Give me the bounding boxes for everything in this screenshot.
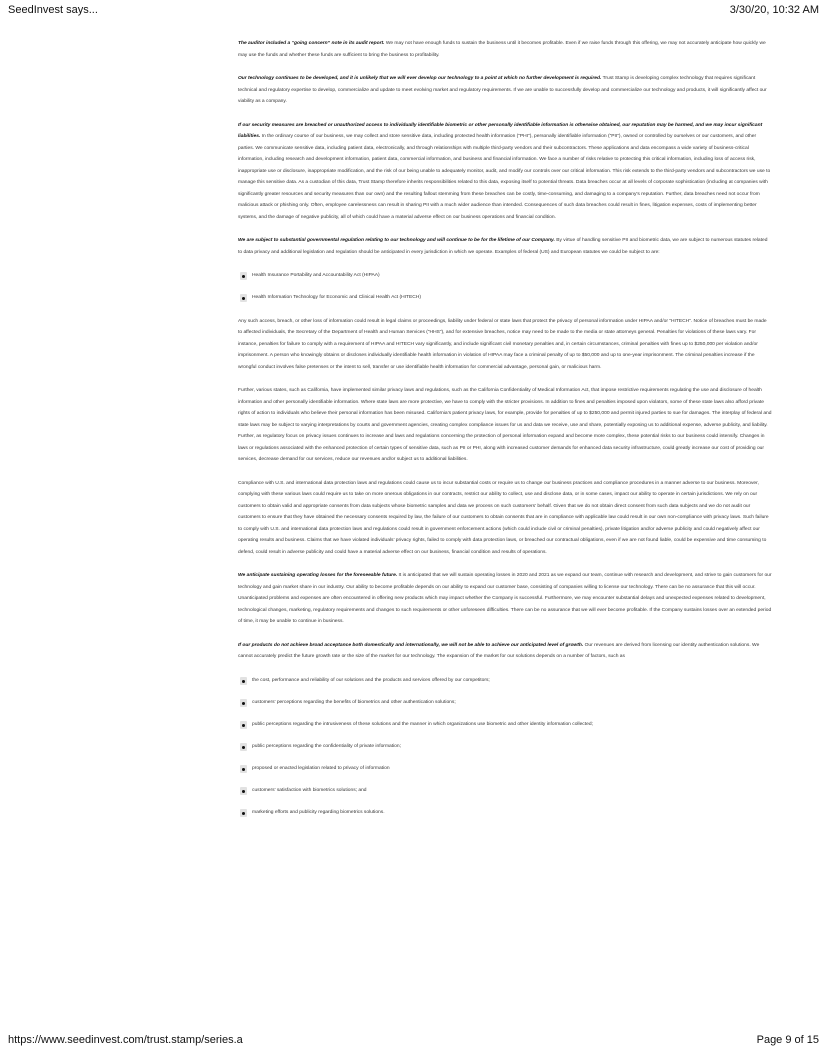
list-item [238, 697, 772, 709]
risk-text: In the ordinary course of our business, we may collect and store sensitive data, including protected health information (“PHI”), personally identifiable information (“PII”), owned or controlled by ourselves or our customers, and other parties. We communicate sensitive data, including patient data, electronically, and through relationships with multiple third-party vendors and their subcontractors. These applications and data encompass a wide variety of business-critical information, including research and development information, patient data, commercial information, and business and financial information. We face a number of risks relative to protecting this critical information, including loss of access risk, inappropriate use or disclosure, inappropriate modification, and the risk of our being unable to adequately monitor, audit, and modify our controls over our critical information. This risk extends to the third-party vendors and subcontractors we use to manage this sensitive data. As a custodian of this data, Trust Stamp therefore inherits responsibilities related to this data, exposing itself to potential threats. Data breaches occur at all levels of corporate sophistication (including at companies with significantly greater resources and security measures than our own) and the resulting fallout stemming from these breaches can be costly, time-consuming, and damaging to a company’s reputation. Further, data breaches need not occur from malicious attack or phishing only. Often, employee carelessness can result in sharing PII with a much wider audience than intended. Consequences of such data breaches could result in fines, litigation expenses, costs of implementing better systems, and the damage of negative publicity, all of which could have a material adverse effect on our business operations and financial condition. [238, 134, 771, 220]
list-item-text: Health Insurance Portability and Accountability Act (HIPAA) [252, 273, 380, 278]
risk-heading: We are subject to substantial governmental regulation relating to our technology and will continue to be for the lifetime of our Company. [238, 238, 555, 243]
list-item-text: public perceptions regarding the intrusiveness of these solutions and the manner in which organizations use biometric and other identity information collected; [252, 721, 593, 727]
risk-heading: If our products do not achieve broad acceptance both domestically and internationally, we will not be able to achieve our anticipated level of growth. [238, 642, 584, 648]
print-header [8, 4, 819, 20]
risk-heading: We anticipate sustaining operating losses for the foreseeable future. [238, 573, 398, 578]
body-paragraph: Compliance with U.S. and international data protection laws and regulations could cause us to incur substantial costs or require us to change our business practices and compliance procedures in a manner adverse to our business. Moreover, complying with these various laws could require us to take on more onerous obligations in our contracts, restrict our ability to collect, use and disclose data, or in some cases, impact our ability to operate in certain jurisdictions. We rely on our customers to obtain valid and appropriate consents from data subjects whose biometric samples and data we process on such customers’ behalf. Given that we do not obtain direct consent from such data subjects and we do not audit our customers to ensure that they have obtained the necessary consents required by law, the failure of our customers to obtain consents that are in compliance with applicable law could result in our own non-compliance with privacy laws. Such failure to comply with U.S. and international data protection laws and regulations could result in government enforcement actions (which could include civil or criminal penalties), private litigation and/or adverse publicity and could negatively affect our operating results and business. Claims that we have violated individuals’ privacy rights, failed to comply with data protection laws, or breached our contractual obligations, even if we are not found liable, could be expensive and time consuming to defend, could result in adverse publicity and could have a material adverse effect on our business, financial condition and results of operations. [238, 480, 769, 555]
risk-heading: Our technology continues to be developed, and it is unlikely that we will ever develop our technology to a point at which no further development is required. [238, 76, 602, 81]
bullet-icon [240, 699, 247, 707]
body-paragraph: Any such access, breach, or other loss of information could result in legal claims or proceedings, liability under federal or state laws that protect the privacy of personal information under HIPAA and/or “HITECH”. Notice of breaches must be made to affected individuals, the Secretary of the Department of Health and Human Services (“HHS”), and for extensive breaches, notice may need to be made to the media or state attorneys general. Penalties for violations of these laws vary. For instance, penalties for failure to comply with a requirement of HIPAA and HITECH vary significantly, and include significant civil monetary penalties and, in certain circumstances, criminal penalties with fines up to $250,000 per violation and/or imprisonment. A person who knowingly obtains or discloses individually identifiable health information in violation of HIPAA may face a criminal penalty of up to $50,000 and up to one-year imprisonment. The criminal penalties increase if the wrongful conduct involves false pretenses or the intent to sell, transfer or use identifiable health information for commercial advantage, personal gain, or malicious harm. [238, 318, 767, 370]
factor-list [238, 675, 772, 819]
header-datetime: 3/30/20, 10:32 AM [729, 4, 819, 16]
risk-text: Our revenues are derived from licensing our identity authentication solutions. We cannot accurately predict the future growth rate or the size of the market for our technology. The expansion of the market for our solutions depends on a number of factors, such as [238, 642, 760, 659]
footer-url: https://www.seedinvest.com/trust.stamp/series.a [8, 1034, 243, 1046]
list-item [238, 675, 772, 687]
document-body [238, 38, 772, 830]
print-footer [8, 1034, 819, 1048]
list-item-text: Health Information Technology for Economic and Clinical Health Act (HITECH) [252, 295, 421, 300]
risk-heading: If our security measures are breached or unauthorized access to individually identifiable biometric or other personally identifiable information is otherwise obtained, our reputation may be harmed, and we may incur significant liabilities. [238, 122, 763, 139]
risk-text: By virtue of handling sensitive PII and biometric data, we are subject to numerous statutes related to data privacy and additional legislation and regulation should be anticipated in every jurisdiction in which we operate. Examples of federal (US) and European statutes we could be subject to are: [238, 238, 768, 255]
list-item [238, 719, 772, 731]
risk-paragraph [238, 640, 772, 663]
list-item [238, 270, 772, 282]
risk-paragraph [238, 570, 772, 628]
risk-text: We may not have enough funds to sustain the business until it becomes profitable. Even if we raise funds through this offering, we may not accurately anticipate how quickly we may use the funds and whether these funds are sufficient to bring the business to profitability. [238, 41, 766, 58]
risk-heading: The auditor included a “going concern” note in its audit report. [238, 41, 385, 46]
risk-paragraph [238, 120, 772, 224]
bullet-icon [240, 809, 247, 817]
bullet-icon [240, 677, 247, 685]
list-item [238, 292, 772, 304]
list-item [238, 741, 772, 753]
risk-paragraph [238, 38, 772, 61]
bullet-icon [240, 294, 247, 302]
statute-list [238, 270, 772, 304]
list-item [238, 763, 772, 775]
page-number: Page 9 of 15 [756, 1034, 819, 1046]
body-paragraph: Further, various states, such as California, have implemented similar privacy laws and regulations, such as the California Confidentiality of Medical Information Act, that impose restrictive requirements regulating the use and disclosure of health information and other personally identifiable information. Where state laws are more protective, we have to comply with the stricter provisions. In addition to fines and penalties imposed upon violators, some of these state laws also afford private rights of action to individuals who believe their personal information has been misused. California’s patient privacy laws, for example, provide for penalties of up to $250,000 and permit injured parties to sue for damages. The interplay of federal and state laws may be subject to varying interpretations by courts and government agencies, creating complex compliance issues for us and data we receive, use and share, potentially exposing us to additional expense, adverse publicity, and liability. Further, as regulatory focus on privacy issues continues to increase and laws and regulations concerning the protection of personal information expand and become more complex, these potential risks to our business could intensify. Changes in laws or regulations associated with the enhanced protection of certain types of sensitive data, such as PII or PHI, along with increased customer demands for enhanced data security infrastructure, could greatly increase our cost of providing our services, decrease demand for our services, reduce our revenues and/or subject us to additional liabilities. [238, 388, 772, 462]
list-item [238, 785, 772, 797]
risk-paragraph [238, 73, 772, 108]
bullet-icon [240, 272, 247, 280]
bullet-icon [240, 743, 247, 751]
list-item-text: marketing efforts and publicity regarding biometrics solutions. [252, 809, 385, 815]
risk-text: Trust Stamp is developing complex technology that requires significant technical and regulatory expertise to develop, commercialize and update to meet evolving market and regulatory requirements. If we are unable to successfully develop and commercialize our technology and products, it will significantly affect our viability as a company. [238, 76, 767, 104]
list-item-text: public perceptions regarding the confidentiality of private information; [252, 743, 401, 749]
list-item-text: customers’ satisfaction with biometrics solutions; and [252, 787, 367, 793]
bullet-icon [240, 765, 247, 773]
list-item-text: the cost, performance and reliability of our solutions and the products and services offered by our competitors; [252, 677, 490, 683]
header-title: SeedInvest says... [8, 4, 98, 16]
list-item [238, 807, 772, 819]
list-item-text: proposed or enacted legislation related to privacy of information [252, 765, 390, 771]
risk-paragraph [238, 235, 772, 258]
list-item-text: customers’ perceptions regarding the benefits of biometrics and other authentication solutions; [252, 699, 456, 705]
bullet-icon [240, 787, 247, 795]
bullet-icon [240, 721, 247, 729]
risk-text: It is anticipated that we will sustain operating losses in 2020 and 2021 as we expand our team, continue with research and development, and strive to gain customers for our technology and gain market share in our industry. Our ability to become profitable depends on our ability to expand our customer base, consisting of companies willing to license our technology. There can be no assurance that this will occur. Unanticipated problems and expenses are often encountered in offering new products which may impact whether the Company is successful. Furthermore, we may encounter substantial delays and unexpected expenses related to development, technological changes, marketing, regulatory requirements and changes to such requirements or other unforeseen difficulties. There can be no assurance that we will ever become profitable. If the Company sustains losses over an extended period of time, it may be unable to continue in business. [238, 573, 772, 624]
